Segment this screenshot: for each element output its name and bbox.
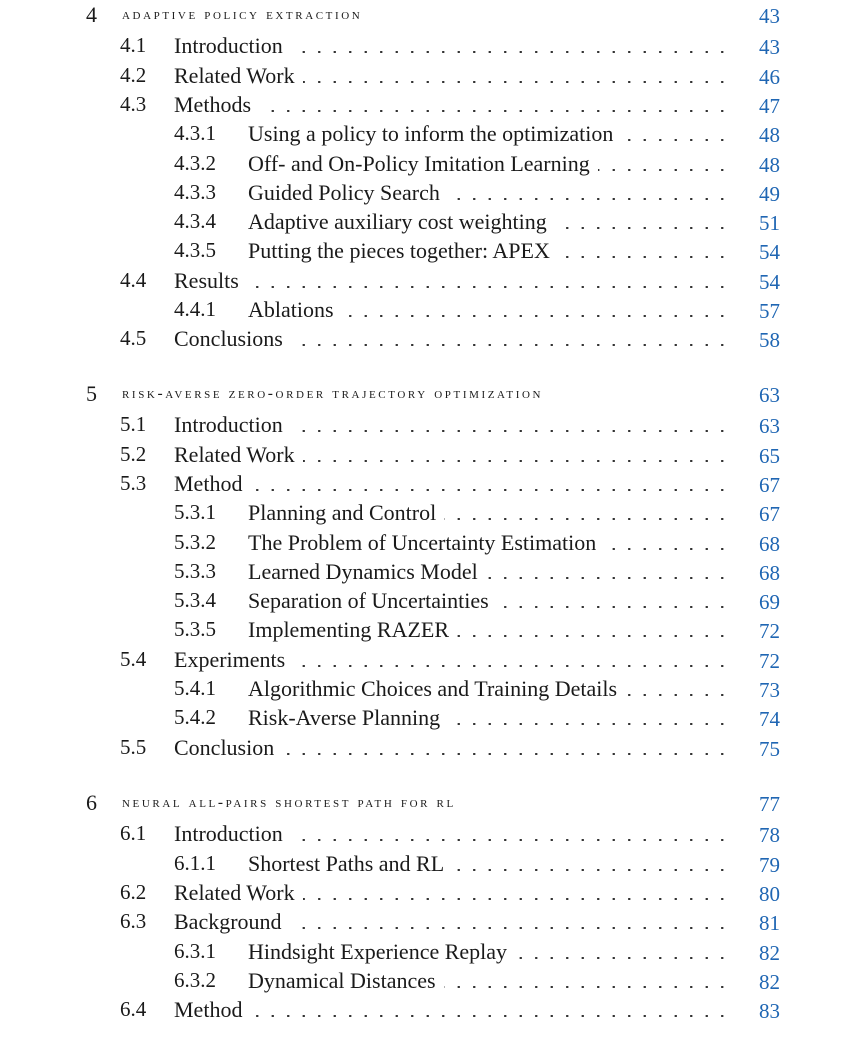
chapter-number: 4: [86, 2, 97, 27]
toc-entry-6-4[interactable]: [0, 995, 845, 1025]
entry-number: 5.3.1: [174, 500, 216, 525]
toc-entry-6-1[interactable]: [0, 819, 845, 849]
entry-number: 5.3.4: [174, 588, 216, 613]
chapter-page-link[interactable]: 77: [759, 792, 780, 816]
entry-title[interactable]: Hindsight Experience Replay: [248, 939, 515, 965]
entry-page-link[interactable]: 54: [759, 240, 780, 265]
chapter-title[interactable]: risk-averse zero-order trajectory optimization: [122, 385, 551, 403]
entry-page-link[interactable]: 74: [759, 707, 780, 732]
entry-number: 4.3.3: [174, 179, 216, 204]
entry-number: 4.5: [120, 326, 147, 351]
dot-leader: [247, 266, 730, 296]
entry-title[interactable]: Method: [174, 471, 250, 497]
entry-number: 5.1: [120, 412, 147, 437]
entry-title[interactable]: Results: [174, 268, 247, 294]
toc-entry-4-3-3[interactable]: [0, 178, 845, 208]
entry-page-link[interactable]: 72: [759, 619, 780, 644]
toc-entry-4-4[interactable]: [0, 266, 845, 296]
entry-title[interactable]: The Problem of Uncertainty Estimation: [248, 530, 604, 556]
toc-entry-5-3-3[interactable]: [0, 557, 845, 587]
entry-number: 6.3.1: [174, 938, 216, 963]
dot-leader: [457, 615, 730, 645]
dot-leader: [282, 733, 730, 763]
toc-entry-5-4-2[interactable]: [0, 703, 845, 733]
dot-leader: [448, 178, 730, 208]
entry-title[interactable]: Planning and Control: [248, 500, 444, 526]
dot-leader: [452, 849, 730, 879]
toc-entry-5-4[interactable]: [0, 645, 845, 675]
dot-leader: [598, 149, 730, 179]
dot-leader: [558, 236, 730, 266]
entry-title[interactable]: Off- and On-Policy Imitation Learning: [248, 151, 598, 177]
entry-number: 4.3.5: [174, 238, 216, 263]
toc-entry-5-2[interactable]: [0, 440, 845, 470]
entry-page-link[interactable]: 82: [759, 969, 780, 994]
chapter-number: 5: [86, 381, 97, 406]
entry-number: 4.4.1: [174, 297, 216, 321]
entry-number: 5.4.2: [174, 705, 216, 730]
entry-number: 5.4: [120, 646, 147, 671]
toc-entry-4-5[interactable]: [0, 324, 845, 354]
entry-number: 4.3: [120, 91, 147, 116]
chapter-page-link[interactable]: 43: [759, 4, 780, 28]
entry-number: 5.2: [120, 441, 147, 466]
toc-entry-6-3-2[interactable]: [0, 966, 845, 996]
entry-page-link[interactable]: 82: [759, 940, 780, 965]
entry-page-link[interactable]: 46: [759, 64, 780, 89]
dot-leader: [291, 324, 730, 354]
entry-number: 6.1: [120, 821, 147, 846]
toc-entry-4-3-4[interactable]: [0, 207, 845, 237]
dot-leader: [444, 498, 730, 528]
entry-title[interactable]: Related Work: [174, 880, 303, 906]
entry-number: 5.3.3: [174, 558, 216, 583]
dot-leader: [291, 31, 730, 61]
entry-number: 6.3.2: [174, 967, 216, 992]
entry-page-link[interactable]: 54: [759, 269, 780, 294]
entry-title[interactable]: Putting the pieces together: APEX: [248, 238, 558, 264]
entry-number: 5.3.5: [174, 617, 216, 642]
toc-entry-4-4-1[interactable]: [0, 295, 845, 325]
entry-title[interactable]: Guided Policy Search: [248, 180, 448, 206]
dot-leader: [497, 586, 730, 616]
dot-leader: [515, 937, 730, 967]
toc-entry-4-3-2[interactable]: [0, 149, 845, 179]
entry-page-link[interactable]: 67: [759, 502, 780, 527]
dot-leader: [250, 995, 730, 1025]
entry-title[interactable]: Risk-Averse Planning: [248, 705, 448, 731]
entry-title[interactable]: Background: [174, 909, 290, 935]
dot-leader: [291, 410, 730, 440]
toc-entry-6-3-1[interactable]: [0, 937, 845, 967]
entry-title[interactable]: Adaptive auxiliary cost weighting: [248, 209, 555, 235]
dot-leader: [303, 440, 730, 470]
entry-title[interactable]: Shortest Paths and RL: [248, 851, 452, 877]
entry-title[interactable]: Conclusions: [174, 326, 291, 352]
entry-page-link[interactable]: 68: [759, 560, 780, 585]
entry-title[interactable]: Using a policy to inform the optimization: [248, 121, 621, 147]
entry-title[interactable]: Ablations: [248, 297, 342, 323]
entry-number: 4.1: [120, 33, 147, 58]
dot-leader: [303, 878, 730, 908]
entry-page-link[interactable]: 83: [759, 999, 780, 1024]
entry-page-link[interactable]: 49: [759, 181, 780, 206]
entry-title[interactable]: Dynamical Distances: [248, 968, 444, 994]
entry-page-link[interactable]: 65: [759, 443, 780, 468]
toc-entry-4-2[interactable]: [0, 61, 845, 91]
dot-leader: [250, 469, 730, 499]
entry-number: 6.4: [120, 997, 147, 1022]
entry-page-link[interactable]: 81: [759, 911, 780, 936]
entry-title[interactable]: Introduction: [174, 412, 291, 438]
entry-page-link[interactable]: 63: [759, 414, 780, 439]
dot-leader: [303, 61, 730, 91]
dot-leader: [604, 528, 730, 558]
entry-title[interactable]: Separation of Uncertainties: [248, 588, 497, 614]
toc-entry-5-3[interactable]: [0, 469, 845, 499]
entry-page-link[interactable]: 68: [759, 531, 780, 556]
entry-number: 4.2: [120, 62, 147, 87]
toc-entry-5-3-1[interactable]: [0, 498, 845, 528]
toc-entry-6-1-1[interactable]: [0, 849, 845, 879]
entry-page-link[interactable]: 67: [759, 472, 780, 497]
dot-leader: [259, 90, 730, 120]
dot-leader: [448, 703, 730, 733]
dot-leader: [293, 645, 730, 675]
dot-leader: [291, 819, 730, 849]
entry-title[interactable]: Learned Dynamics Model: [248, 559, 486, 585]
chapter-number: 6: [86, 790, 97, 815]
entry-title[interactable]: Implementing RAZER: [248, 617, 457, 643]
entry-page-link[interactable]: 80: [759, 881, 780, 906]
dot-leader: [444, 966, 730, 996]
toc-entry-4-3-5[interactable]: [0, 236, 845, 266]
entry-page-link[interactable]: 72: [759, 648, 780, 673]
entry-page-link[interactable]: 51: [759, 211, 780, 236]
entry-title[interactable]: Introduction: [174, 33, 291, 59]
entry-number: 5.3: [120, 470, 147, 495]
toc-entry-5-3-4[interactable]: [0, 586, 845, 616]
toc-entry-5-3-2[interactable]: [0, 528, 845, 558]
entry-title[interactable]: Introduction: [174, 821, 291, 847]
dot-leader: [290, 907, 730, 937]
entry-number: 5.3.2: [174, 529, 216, 554]
entry-title[interactable]: Related Work: [174, 63, 303, 89]
entry-page-link[interactable]: 48: [759, 152, 780, 177]
entry-page-link[interactable]: 75: [759, 736, 780, 761]
toc-entry-5-1[interactable]: [0, 410, 845, 440]
entry-page-link[interactable]: 48: [759, 123, 780, 148]
entry-page-link[interactable]: 47: [759, 93, 780, 118]
entry-page-link[interactable]: 43: [759, 35, 780, 60]
entry-title[interactable]: Methods: [174, 92, 259, 118]
entry-page-link[interactable]: 78: [759, 823, 780, 848]
entry-title[interactable]: Algorithmic Choices and Training Details: [248, 676, 625, 702]
entry-title[interactable]: Conclusion: [174, 735, 282, 761]
chapter-heading-6[interactable]: [0, 790, 845, 820]
entry-number: 5.4.1: [174, 676, 216, 700]
chapter-page-link[interactable]: 63: [759, 383, 780, 407]
toc-entry-4-3[interactable]: [0, 90, 845, 120]
entry-number: 6.1.1: [174, 850, 216, 875]
chapter-heading-5[interactable]: [0, 381, 845, 411]
toc-entry-6-3[interactable]: [0, 907, 845, 937]
chapter-title[interactable]: adaptive policy extraction: [122, 6, 370, 24]
toc-entry-4-3-1[interactable]: [0, 119, 845, 149]
dot-leader: [625, 674, 730, 704]
entry-page-link[interactable]: 69: [759, 590, 780, 615]
dot-leader: [486, 557, 730, 587]
entry-page-link[interactable]: 57: [759, 299, 780, 323]
entry-number: 4.3.4: [174, 209, 216, 234]
toc-entry-5-5[interactable]: [0, 733, 845, 763]
entry-page-link[interactable]: 73: [759, 678, 780, 702]
entry-number: 5.5: [120, 734, 147, 759]
entry-title[interactable]: Related Work: [174, 442, 303, 468]
entry-page-link[interactable]: 79: [759, 852, 780, 877]
chapter-title[interactable]: neural all-pairs shortest path for rl: [122, 794, 464, 812]
dot-leader: [621, 119, 730, 149]
toc-entry-4-1[interactable]: [0, 31, 845, 61]
entry-number: 4.3.2: [174, 150, 216, 175]
entry-number: 4.4: [120, 267, 147, 292]
entry-title[interactable]: Method: [174, 997, 250, 1023]
toc-entry-5-3-5[interactable]: [0, 615, 845, 645]
toc-entry-5-4-1[interactable]: [0, 674, 845, 704]
entry-number: 6.2: [120, 879, 147, 904]
toc-entry-6-2[interactable]: [0, 878, 845, 908]
entry-number: 6.3: [120, 909, 147, 934]
entry-number: 4.3.1: [174, 121, 216, 146]
entry-page-link[interactable]: 58: [759, 328, 780, 353]
entry-title[interactable]: Experiments: [174, 647, 293, 673]
dot-leader: [555, 207, 730, 237]
dot-leader: [342, 295, 730, 325]
chapter-heading-4[interactable]: [0, 2, 845, 32]
